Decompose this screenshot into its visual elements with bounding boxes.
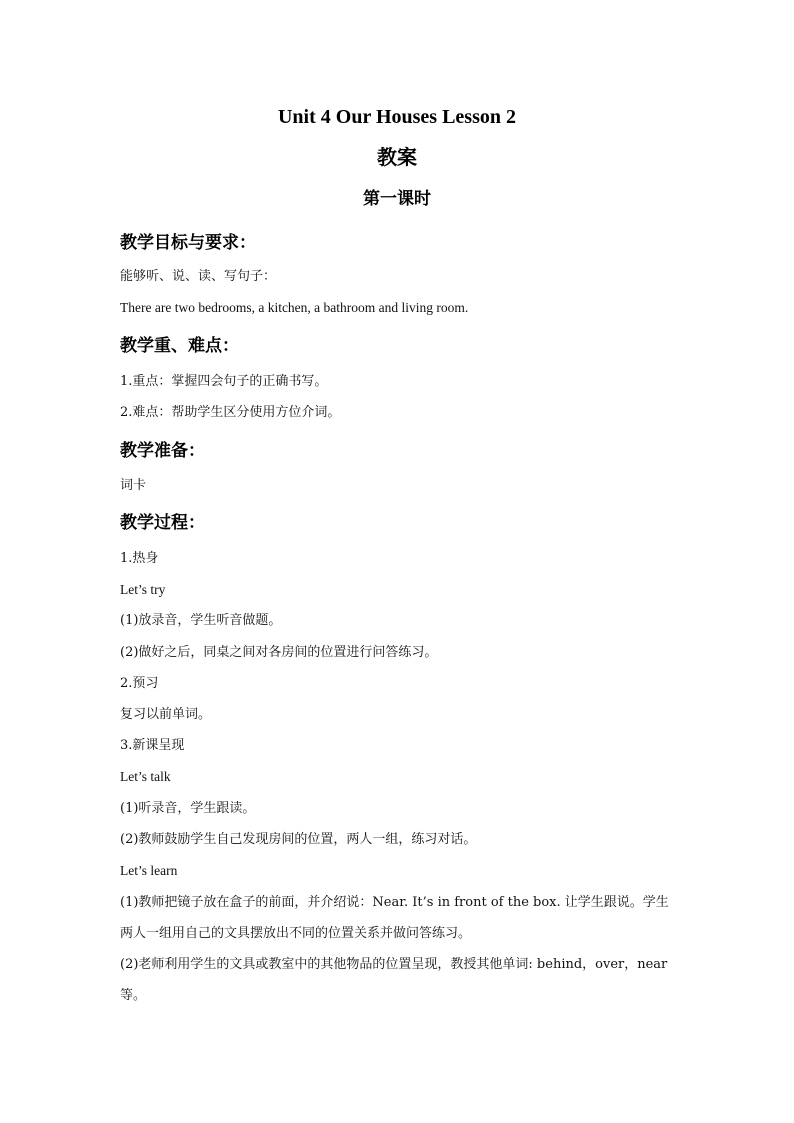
objectives-line: 能够听、说、读、写句子： (120, 269, 277, 284)
key-points-line: 1.重点：掌握四会句子的正确书写。 (120, 374, 328, 389)
process-line: 等。 (120, 988, 147, 1003)
process-line: 3.新课呈现 (120, 738, 185, 753)
preparation-line: 词卡 (120, 478, 147, 493)
process-line: 2.预习 (120, 676, 159, 691)
process-line: (1)听录音，学生跟读。 (120, 801, 256, 816)
process-line: Let’s try (120, 582, 166, 597)
process-heading: 教学过程： (120, 513, 205, 533)
process-line: (2)老师利用学生的文具或教室中的其他物品的位置呈现，教授其他单词: behind，over，near (120, 957, 668, 972)
lesson-period: 第一课时 (363, 189, 431, 208)
key-points-heading: 教学重、难点： (120, 336, 239, 356)
process-line: (2)做好之后，同桌之间对各房间的位置进行问答练习。 (120, 645, 438, 660)
process-line: Let’s learn (120, 863, 178, 878)
process-line: 复习以前单词。 (120, 707, 212, 722)
objectives-heading: 教学目标与要求： (120, 233, 256, 253)
preparation-heading: 教学准备： (120, 441, 205, 461)
process-line: 两人一组用自己的文具摆放出不同的位置关系并做问答练习。 (120, 926, 472, 941)
process-line: (2)教师鼓励学生自己发现房间的位置，两人一组，练习对话。 (120, 832, 477, 847)
document-subtitle: 教案 (377, 147, 417, 169)
process-line: (1)放录音，学生听音做题。 (120, 613, 282, 628)
process-line: (1)教师把镜子放在盒子的前面，并介绍说：Near. It’s in front of the box. 让学生跟说。学生 (120, 895, 669, 910)
process-line: 1.热身 (120, 551, 159, 566)
key-points-line: 2.难点：帮助学生区分使用方位介词。 (120, 405, 341, 420)
objectives-line: There are two bedrooms, a kitchen, a bathroom and living room. (120, 300, 469, 315)
process-line: Let’s talk (120, 769, 171, 784)
document-title: Unit 4 Our Houses Lesson 2 (277, 106, 516, 128)
